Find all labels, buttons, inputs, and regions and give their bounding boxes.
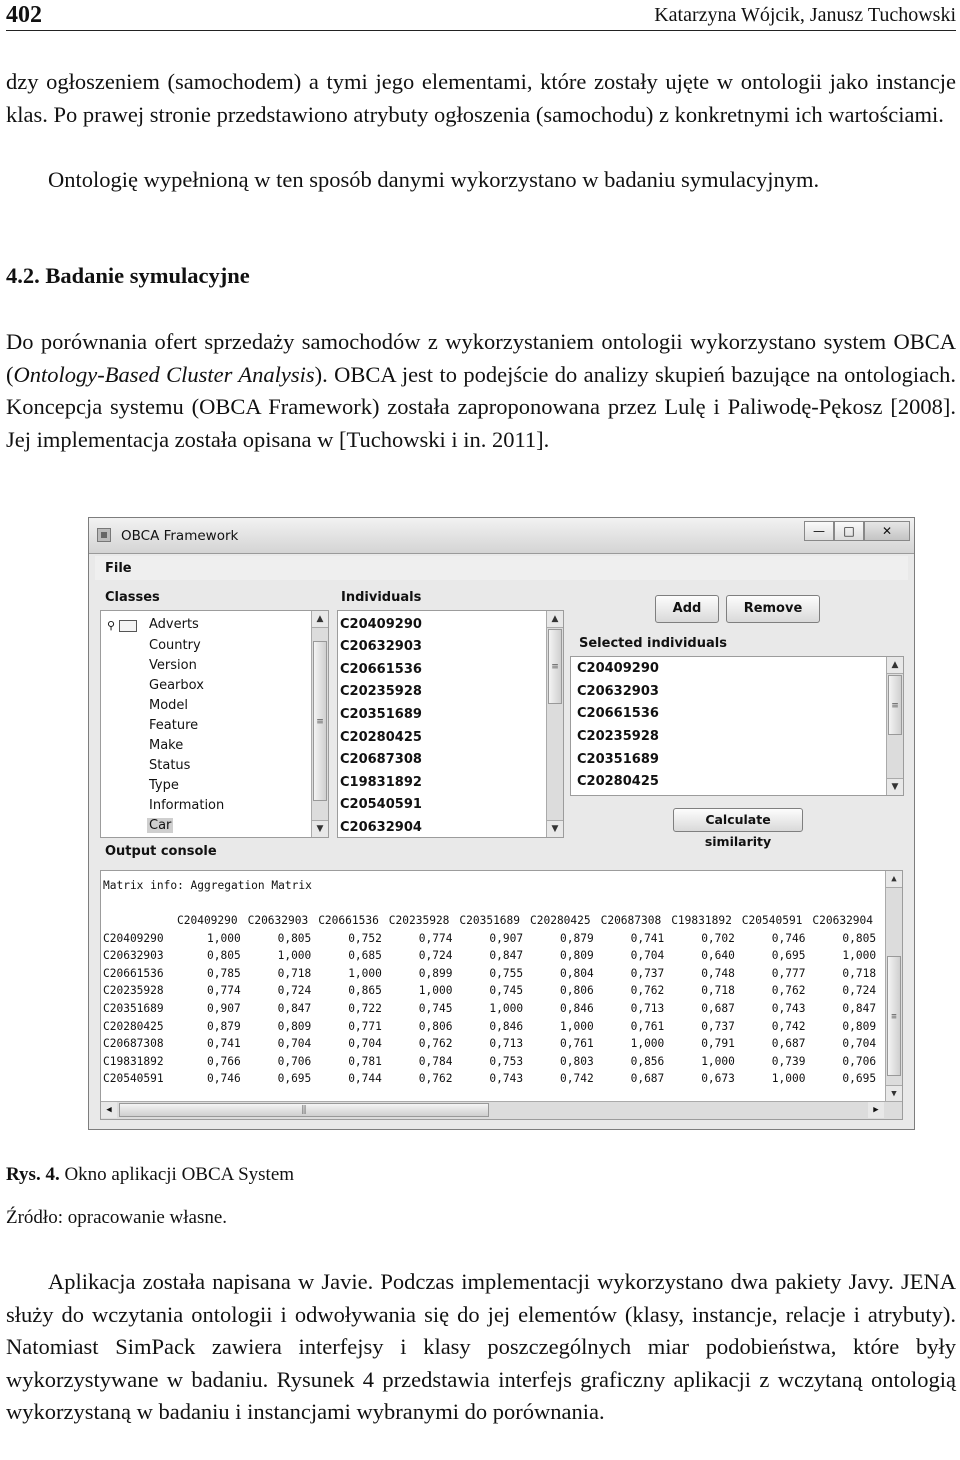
- matrix-cell: 1,000: [701, 1054, 735, 1068]
- matrix-cell: 0,687: [771, 1037, 806, 1051]
- individual-item[interactable]: C20632904: [340, 820, 422, 835]
- menu-bar: [95, 556, 908, 580]
- matrix-col-header: C20409290: [177, 914, 238, 927]
- paragraph-2: Ontologię wypełnioną w ten sposób danymi wykorzystano w badaniu symulacyjnym.: [48, 167, 820, 192]
- matrix-cell: 0,781: [348, 1054, 382, 1068]
- matrix-cell: 0,806: [418, 1019, 453, 1033]
- paragraph-3-part-a: Do porównania ofert sprzedaży samochodów z wykorzystaniem ontologii wykorzystano system OBCA (: [6, 329, 956, 387]
- matrix-cell: 0,899: [418, 966, 453, 980]
- matrix-cell: 0,752: [348, 931, 382, 945]
- matrix-row-header: C20280425: [103, 1019, 164, 1033]
- matrix-cell: 0,907: [489, 931, 524, 945]
- title-bar: [89, 518, 914, 554]
- matrix-cell: 1,000: [842, 949, 877, 963]
- matrix-cell: 0,748: [701, 966, 735, 980]
- matrix-cell: 0,695: [842, 1072, 877, 1086]
- selected-item[interactable]: C20409290: [577, 661, 659, 676]
- matrix-cell: 0,804: [560, 966, 594, 980]
- matrix-cell: 0,673: [701, 1072, 735, 1086]
- matrix-cell: 0,741: [630, 931, 665, 945]
- paragraph-4: Aplikacja została napisana w Javie. Podczas implementacji wykorzystano dwa pakiety Javy. JENA służy do wczytania ontologii i odwoływania się do jej elementów (klasy, instancje, relacje i atrybuty). Natomiast SimPack zawiera interfejsy i klasy poszczególnych miar podobieństwa, które były wykorzystywane w badaniu. Rysunek 4 przedstawia interfejs graficzny aplikacji z wczytaną ontologią wykorzystaną w badaniu i instancjami wybranymi do porównania.: [6, 1269, 956, 1424]
- matrix-col-header: C20687308: [600, 914, 662, 927]
- window-title: OBCA Framework: [121, 528, 239, 544]
- remove-button[interactable]: Remove: [726, 595, 820, 623]
- matrix-cell: 1,000: [560, 1019, 594, 1033]
- scroll-up-icon[interactable]: ▲: [312, 611, 328, 628]
- section-heading: 4.2. Badanie symulacyjne: [6, 263, 250, 288]
- scroll-up-icon[interactable]: ▲: [547, 611, 563, 628]
- matrix-cell: 0,805: [207, 949, 241, 963]
- scroll-right-icon[interactable]: ▶: [868, 1102, 884, 1118]
- individual-item[interactable]: C20235928: [340, 684, 422, 699]
- matrix-cell: 0,753: [489, 1054, 524, 1068]
- selected-individuals-label: Selected individuals: [579, 636, 727, 651]
- individual-item[interactable]: C20687308: [340, 752, 422, 767]
- matrix-cell: 0,743: [771, 1002, 806, 1015]
- matrix-cell: 0,737: [701, 1019, 735, 1033]
- page-number: 402: [6, 2, 42, 28]
- selected-individuals-list: [570, 656, 904, 796]
- matrix-cell: 0,745: [489, 984, 524, 998]
- matrix-cell: 0,809: [842, 1019, 877, 1033]
- matrix-row-header: C20687308: [103, 1037, 164, 1051]
- matrix-cell: 0,706: [842, 1054, 877, 1068]
- matrix-cell: 0,755: [489, 966, 524, 980]
- matrix-cell: 0,713: [489, 1037, 524, 1051]
- app-window: [88, 517, 915, 1130]
- matrix-cell: 0,739: [771, 1054, 806, 1068]
- matrix-cell: 0,743: [489, 1072, 524, 1086]
- folder-icon: [119, 620, 137, 632]
- matrix-cell: 0,803: [560, 1054, 594, 1068]
- scroll-thumb[interactable]: ≡: [313, 641, 327, 801]
- matrix-cell: 0,806: [560, 984, 594, 998]
- tree-toggle-icon[interactable]: ⚲: [107, 619, 137, 632]
- matrix-cell: 0,805: [277, 931, 312, 945]
- output-hscrollbar[interactable]: [101, 1101, 902, 1119]
- scroll-left-icon[interactable]: ◀: [101, 1102, 117, 1118]
- classes-scrollbar[interactable]: [311, 611, 328, 837]
- matrix-cell: 1,000: [418, 984, 453, 998]
- matrix-cell: 1,000: [489, 1002, 524, 1015]
- matrix-cell: 1,000: [277, 949, 312, 963]
- selected-item[interactable]: C20661536: [577, 706, 659, 721]
- matrix-cell: 0,704: [277, 1037, 312, 1051]
- matrix-cell: 0,791: [701, 1037, 735, 1051]
- matrix-cell: 0,746: [771, 931, 806, 945]
- page-header: [6, 0, 956, 31]
- matrix-cell: 0,687: [630, 1072, 665, 1086]
- tree-item-version[interactable]: Version: [149, 658, 197, 673]
- matrix-cell: 0,847: [842, 1002, 877, 1015]
- classes-tree: [100, 610, 329, 838]
- individual-item[interactable]: C20661536: [340, 662, 422, 677]
- matrix-cell: 0,907: [207, 1002, 241, 1015]
- matrix-cell: 0,724: [842, 984, 877, 998]
- tree-item-adverts[interactable]: Adverts: [149, 617, 199, 632]
- matrix-cell: 1,000: [348, 966, 382, 980]
- matrix-cell: 1,000: [207, 931, 241, 945]
- scroll-down-icon[interactable]: ▼: [886, 1085, 902, 1102]
- matrix-cell: 0,695: [771, 949, 806, 963]
- matrix-cell: 0,695: [277, 1072, 312, 1086]
- maximize-icon[interactable]: □: [834, 521, 864, 541]
- matrix-cell: 0,761: [560, 1037, 594, 1051]
- hscroll-thumb[interactable]: ‖: [119, 1103, 489, 1117]
- matrix-cell: 0,809: [277, 1019, 312, 1033]
- selected-item[interactable]: C20280425: [577, 774, 659, 789]
- matrix-cell: 0,856: [630, 1054, 665, 1068]
- matrix-cell: 0,718: [701, 984, 735, 998]
- matrix-cell: 0,704: [842, 1037, 877, 1051]
- matrix-cell: 0,724: [277, 984, 312, 998]
- matrix-cell: 0,713: [630, 1002, 665, 1015]
- matrix-cell: 0,685: [348, 949, 382, 963]
- matrix-cell: 0,687: [701, 1002, 735, 1015]
- scroll-down-icon[interactable]: ▼: [312, 820, 328, 837]
- matrix-cell: 0,805: [842, 931, 877, 945]
- matrix-cell: 0,762: [418, 1072, 453, 1086]
- paragraph-3-part-b: ). OBCA jest to podejście do analizy skupień bazujące na ontologiach. Koncepcja systemu (OBCA Framework) została zaproponowana przez Lulę i Paliwodę-Pękosz [2008]. Jej implementacja została opisana w [Tuchowski i in. 2011].: [6, 361, 956, 452]
- matrix-cell: 0,640: [701, 949, 735, 963]
- tree-item-feature[interactable]: Feature: [149, 718, 199, 733]
- app-icon: [97, 528, 111, 542]
- scroll-down-icon[interactable]: ▼: [547, 820, 563, 837]
- paragraph-3-italic: Ontology-Based Cluster Analysis: [13, 361, 315, 387]
- tree-item-car[interactable]: Car: [149, 818, 172, 833]
- matrix-cell: 0,742: [771, 1019, 806, 1033]
- classes-label: Classes: [105, 590, 160, 605]
- selected-item[interactable]: C20351689: [577, 752, 659, 767]
- menu-file[interactable]: File: [105, 561, 132, 576]
- individuals-list: [337, 610, 564, 838]
- minimize-icon[interactable]: —: [804, 521, 834, 541]
- matrix-row-header: C20540591: [103, 1072, 164, 1086]
- matrix-cell: 0,704: [348, 1037, 382, 1051]
- matrix-cell: 0,865: [348, 984, 382, 998]
- matrix-cell: 0,718: [277, 966, 312, 980]
- tree-item-gearbox[interactable]: Gearbox: [149, 678, 204, 693]
- figure-caption: [6, 1164, 294, 1186]
- matrix-cell: 0,766: [207, 1054, 241, 1068]
- matrix-col-header: C20632904: [812, 914, 874, 927]
- matrix-cell: 0,771: [348, 1019, 382, 1033]
- matrix-col-header: C20280425: [530, 914, 591, 927]
- matrix-cell: 1,000: [630, 1037, 665, 1051]
- matrix-cell: 0,761: [630, 1019, 665, 1033]
- matrix-cell: 0,846: [560, 1002, 594, 1015]
- selected-item[interactable]: C20632903: [577, 684, 659, 699]
- matrix-cell: 0,809: [560, 949, 594, 963]
- matrix-col-header: C20351689: [459, 914, 521, 927]
- matrix-cell: 0,879: [560, 931, 594, 945]
- paragraph-3: [6, 326, 956, 456]
- tree-item-status[interactable]: Status: [149, 758, 191, 773]
- tree-item-make[interactable]: Make: [149, 738, 184, 753]
- tree-item-information[interactable]: Information: [149, 798, 225, 813]
- selected-scrollbar[interactable]: [886, 657, 903, 795]
- scroll-up-icon[interactable]: ▲: [886, 871, 902, 888]
- matrix-cell: 0,702: [701, 931, 735, 945]
- individual-item[interactable]: C20280425: [340, 730, 422, 745]
- add-button[interactable]: Add: [655, 595, 719, 623]
- matrix-cell: 0,774: [207, 984, 241, 998]
- matrix-col-header: C20540591: [741, 914, 803, 927]
- scroll-up-icon[interactable]: ▲: [887, 657, 903, 674]
- individuals-label: Individuals: [341, 590, 422, 605]
- output-vscrollbar[interactable]: [885, 871, 902, 1102]
- figure-source: Źródło: opracowanie własne.: [6, 1207, 228, 1228]
- paragraph-1: dzy ogłoszeniem (samochodem) a tymi jego elementami, które zostały ujęte w ontologii jako instancje klas. Po prawej stronie przedstawiono atrybuty ogłoszenia (samochodu) z konkretnymi ich wartościami.: [6, 69, 956, 127]
- matrix-cell: 0,718: [842, 966, 877, 980]
- matrix-cell: 0,777: [771, 966, 806, 980]
- matrix-cell: 0,762: [771, 984, 806, 998]
- matrix-cell: 0,746: [207, 1072, 241, 1086]
- matrix-cell: 0,785: [207, 966, 241, 980]
- matrix-cell: 0,745: [418, 1002, 453, 1015]
- matrix-cell: 0,744: [348, 1072, 382, 1086]
- matrix-row-header: C20409290: [103, 931, 164, 945]
- individuals-scrollbar[interactable]: [546, 611, 563, 837]
- figure-caption-text: Okno aplikacji OBCA System: [64, 1164, 295, 1185]
- tree-item-model[interactable]: Model: [149, 698, 189, 713]
- output-console: [100, 870, 903, 1120]
- scroll-down-icon[interactable]: ▼: [887, 778, 903, 795]
- matrix-row-header: C20351689: [103, 1002, 164, 1015]
- scroll-thumb[interactable]: ≡: [548, 629, 562, 704]
- matrix-cell: 0,846: [489, 1019, 524, 1033]
- matrix-cell: 0,847: [277, 1002, 312, 1015]
- matrix-col-header: C20661536: [318, 914, 379, 927]
- matrix-cell: 0,742: [560, 1072, 594, 1086]
- tree-item-type[interactable]: Type: [149, 778, 179, 793]
- matrix-cell: 0,879: [207, 1019, 241, 1033]
- matrix-row-header: C20661536: [103, 966, 164, 980]
- matrix-row-header: C19831892: [103, 1054, 164, 1068]
- tree-item-country[interactable]: Country: [149, 638, 201, 653]
- matrix-col-header: C19831892: [671, 914, 732, 927]
- matrix-cell: 0,704: [630, 949, 665, 963]
- individual-item[interactable]: C19831892: [340, 775, 422, 790]
- matrix-row-header: C20632903: [103, 949, 164, 963]
- matrix-cell: 0,762: [630, 984, 665, 998]
- matrix-cell: 0,724: [418, 949, 453, 963]
- output-console-label: Output console: [105, 844, 217, 859]
- matrix-cell: 0,784: [418, 1054, 453, 1068]
- selected-item[interactable]: C20235928: [577, 729, 659, 744]
- matrix-cell: 0,722: [348, 1002, 382, 1015]
- matrix-cell: 0,847: [489, 949, 524, 963]
- figure-label: Rys. 4.: [6, 1164, 60, 1185]
- window-controls: [804, 521, 910, 541]
- individual-item[interactable]: C20351689: [340, 707, 422, 722]
- matrix-cell: 0,762: [418, 1037, 453, 1051]
- individual-item[interactable]: C20540591: [340, 797, 422, 812]
- matrix-cell: 0,737: [630, 966, 665, 980]
- matrix-cell: 0,741: [207, 1037, 241, 1051]
- close-icon[interactable]: ✕: [864, 521, 910, 541]
- matrix-col-header: C20235928: [388, 914, 450, 927]
- matrix-cell: 1,000: [771, 1072, 806, 1086]
- matrix-cell: 0,774: [418, 931, 453, 945]
- matrix-row-header: C20235928: [103, 984, 164, 998]
- running-head-authors: Katarzyna Wójcik, Janusz Tuchowski: [654, 4, 956, 26]
- calculate-similarity-button[interactable]: Calculate similarity: [673, 808, 803, 832]
- scroll-thumb[interactable]: ≡: [887, 956, 901, 1076]
- individual-item[interactable]: C20632903: [340, 639, 422, 654]
- scroll-thumb[interactable]: ≡: [888, 675, 902, 735]
- individual-item[interactable]: C20409290: [340, 617, 422, 632]
- matrix-info: Matrix info: Aggregation Matrix: [103, 879, 312, 892]
- matrix-cell: 0,706: [277, 1054, 312, 1068]
- matrix-col-header: C20632903: [247, 914, 309, 927]
